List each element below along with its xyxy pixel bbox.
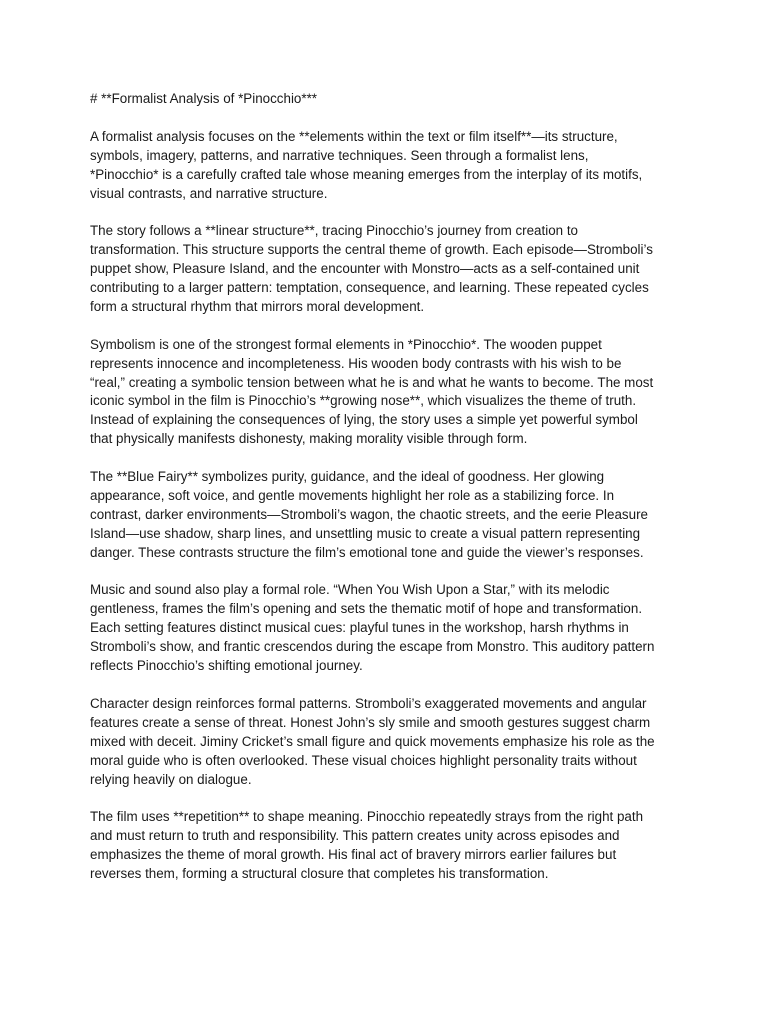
text-line: iconic symbol in the film is Pinocchio’s **growing nose**, which visualizes the theme of truth. [90, 393, 637, 409]
text-line: gentleness, frames the film’s opening and sets the thematic motif of hope and transformation. [90, 601, 643, 617]
text-line: The story follows a **linear structure**, tracing Pinocchio’s journey from creation to [90, 223, 578, 239]
text-line: *Pinocchio* is a carefully crafted tale whose meaning emerges from the interplay of its motifs, [90, 166, 643, 182]
text-line: Character design reinforces formal patterns. Stromboli’s exaggerated movements and angular [90, 695, 647, 711]
text-line: Stromboli’s show, and frantic crescendos during the escape from Monstro. This auditory pattern [90, 639, 655, 655]
paragraph [90, 128, 680, 204]
text-line: symbols, imagery, patterns, and narrative techniques. Seen through a formalist lens, [90, 147, 589, 163]
paragraph [90, 336, 680, 449]
text-line: The **Blue Fairy** symbolizes purity, guidance, and the ideal of goodness. Her glowing [90, 469, 605, 485]
document-title: # **Formalist Analysis of *Pinocchio*** [90, 91, 317, 106]
text-line: A formalist analysis focuses on the **elements within the text or film itself**—its structure, [90, 128, 618, 144]
text-line: The film uses **repetition** to shape meaning. Pinocchio repeatedly strays from the right path [90, 809, 644, 825]
text-line: Island—use shadow, sharp lines, and unsettling music to create a visual pattern representing [90, 525, 641, 541]
text-line: relying heavily on dialogue. [90, 771, 252, 787]
paragraph-list [90, 128, 680, 884]
text-line: Each setting features distinct musical cues: playful tunes in the workshop, harsh rhythms in [90, 620, 629, 636]
text-line: Music and sound also play a formal role. “When You Wish Upon a Star,” with its melodic [90, 582, 610, 598]
text-line: transformation. This structure supports the central theme of growth. Each episode—Stromboli’s [90, 242, 653, 258]
text-line: moral guide who is often overlooked. These visual choices highlight personality traits without [90, 752, 637, 768]
text-line: Instead of explaining the consequences of lying, the story uses a simple yet powerful symbol [90, 412, 638, 428]
text-line: reflects Pinocchio’s shifting emotional journey. [90, 658, 363, 674]
text-line: puppet show, Pleasure Island, and the encounter with Monstro—acts as a self-contained unit [90, 261, 640, 277]
text-line: contributing to a larger pattern: temptation, consequence, and learning. These repeated cycles [90, 280, 649, 296]
text-line: form a structural rhythm that mirrors moral development. [90, 298, 425, 314]
text-line: contrast, darker environments—Stromboli’s wagon, the chaotic streets, and the eerie Pleasure [90, 506, 648, 522]
text-line: features create a sense of threat. Honest John’s sly smile and smooth gestures suggest charm [90, 714, 651, 730]
paragraph [90, 222, 680, 317]
paragraph [90, 581, 680, 676]
text-line: represents innocence and incompleteness. His wooden body contrasts with his wish to be [90, 355, 622, 371]
text-line: that physically manifests dishonesty, making morality visible through form. [90, 431, 528, 447]
document-body [90, 90, 680, 903]
text-line: danger. These contrasts structure the film’s emotional tone and guide the viewer’s responses. [90, 544, 644, 560]
text-line: mixed with deceit. Jiminy Cricket’s small figure and quick movements emphasize his role as the [90, 733, 655, 749]
text-line: Symbolism is one of the strongest formal elements in *Pinocchio*. The wooden puppet [90, 336, 602, 352]
paragraph [90, 808, 680, 884]
text-line: and must return to truth and responsibility. This pattern creates unity across episodes and [90, 828, 620, 844]
text-line: “real,” creating a symbolic tension between what he is and what he wants to become. The most [90, 374, 654, 390]
text-line: appearance, soft voice, and gentle movements highlight her role as a stabilizing force. In [90, 487, 615, 503]
text-line: visual contrasts, and narrative structure. [90, 185, 328, 201]
text-line: reverses them, forming a structural closure that completes his transformation. [90, 866, 549, 882]
paragraph [90, 695, 680, 790]
paragraph [90, 468, 680, 563]
text-line: emphasizes the theme of moral growth. His final act of bravery mirrors earlier failures but [90, 847, 617, 863]
